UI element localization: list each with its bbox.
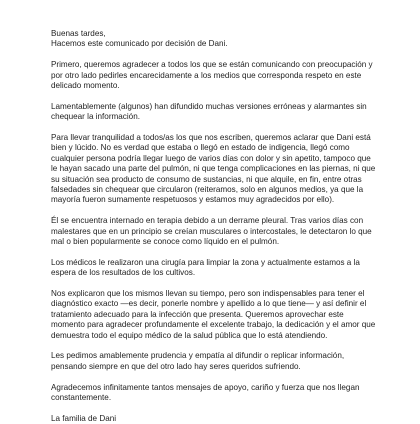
text-line: Les pedimos amablemente prudencia y empatía al difundir o replicar información, <box>51 351 345 361</box>
text-line: bien y lúcido. No es verdad que estaba o llegó en estado de indigencia, llegó como <box>51 143 350 153</box>
misinformation-paragraph <box>51 102 401 123</box>
text-line: mayoría fueron sumamente respetuosos y estamos muy agradecidos por ello). <box>51 195 335 205</box>
text-line: Nos explicaron que los mismos llevan su tiempo, pero son indispensables para tener el <box>51 289 365 299</box>
text-line: Hacemos este comunicado por decisión de Dani. <box>51 39 228 49</box>
letter-body <box>51 29 401 424</box>
greeting-paragraph <box>51 29 401 50</box>
text-line: le hayan sacado una parte del pulmón, ni que tenga complicaciones en las piernas, ni que <box>51 164 376 174</box>
condition-paragraph <box>51 216 401 247</box>
text-line: falsedades sin chequear que circularon (reiteramos, solo en algunos medios, ya que la <box>51 185 364 195</box>
text-line: chequear la información. <box>51 112 140 122</box>
text-line: momento para agradecer profundamente el excelente trabajo, la dedicación y el amor que <box>51 320 376 330</box>
text-line: La familia de Dani <box>51 413 117 423</box>
text-line: su situación sea producto de consumo de sustancias, ni que alquile, en fin, entre otras <box>51 174 362 184</box>
text-line: Para llevar tranquilidad a todos/as los que nos escriben, queremos aclarar que Dani está <box>51 133 371 143</box>
diagnosis-paragraph <box>51 289 401 341</box>
text-line: tratamiento adecuado para la infección que presenta. Queremos aprovechar este <box>51 309 344 319</box>
text-line: diagnóstico exacto —es decir, ponerle nombre y apellido a lo que tiene— y así definir el <box>51 299 367 309</box>
text-line: Buenas tardes, <box>51 29 106 38</box>
prudence-paragraph <box>51 351 401 372</box>
text-line: constantemente. <box>51 393 112 403</box>
text-line: cualquier persona podría llegar luego de varios días con dolor y sin apetito, tampoco que <box>51 153 371 163</box>
text-line: mal o bien popularmente se conoce como líquido en el pulmón. <box>51 237 280 247</box>
thanks-paragraph <box>51 60 401 91</box>
text-line: Los médicos le realizaron una cirugía para limpiar la zona y actualmente estamos a la <box>51 257 360 267</box>
text-line: Él se encuentra internado en terapia debido a un derrame pleural. Tras varios días con <box>51 216 364 226</box>
text-line: delicado momento. <box>51 81 120 91</box>
text-line: espera de los resultados de los cultivos. <box>51 268 196 278</box>
text-line: Primero, queremos agradecer a todos los que se están comunicando con preocupación y <box>51 60 373 70</box>
text-line: Agradecemos infinitamente tantos mensajes de apoyo, cariño y fuerza que nos llegan <box>51 382 360 392</box>
text-line: malestares que en un principio se creían musculares o intercostales, le detectaron lo que <box>51 226 372 236</box>
surgery-paragraph <box>51 258 401 279</box>
gratitude-paragraph <box>51 383 401 404</box>
text-line: pensando siempre en que del otro lado hay seres queridos sufriendo. <box>51 361 301 371</box>
text-line: por otro lado pedirles encarecidamente a los medios que corresponda respeto en este <box>51 70 362 80</box>
text-line: demuestra todo el equipo médico de la salud pública que lo está atendiendo. <box>51 330 328 340</box>
clarification-paragraph <box>51 133 401 206</box>
text-line: Lamentablemente (algunos) han difundido muchas versiones erróneas y alarmantes sin <box>51 101 367 111</box>
signature <box>51 414 401 424</box>
